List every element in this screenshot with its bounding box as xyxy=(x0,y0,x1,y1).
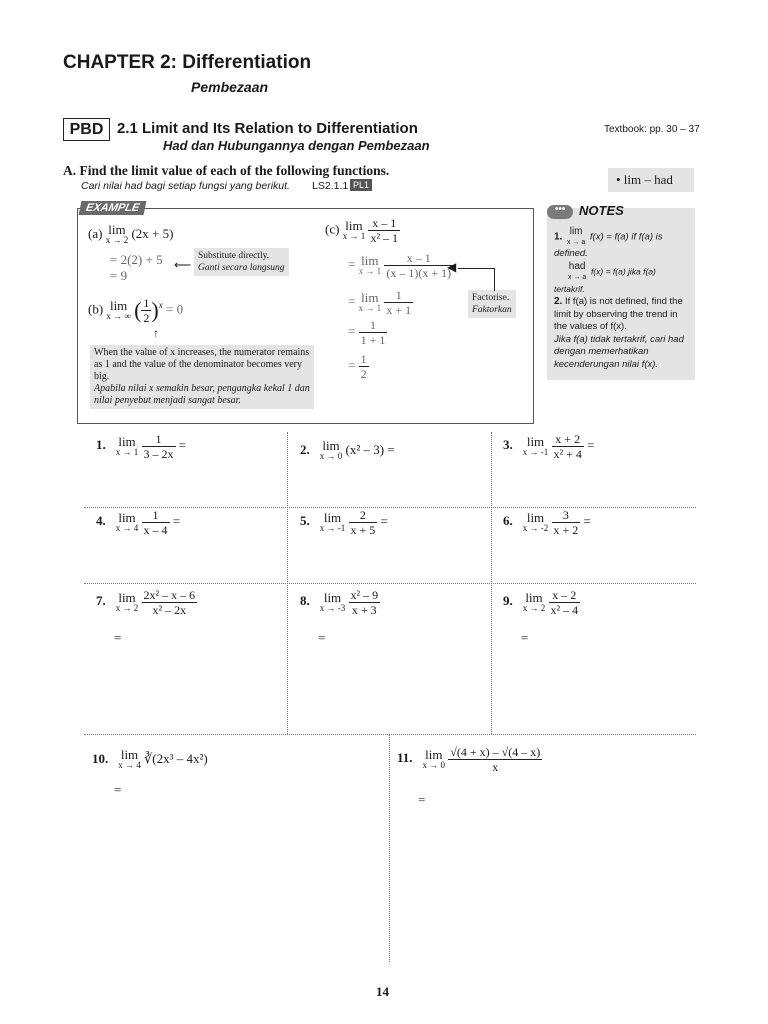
question-8-answer: = xyxy=(318,630,326,645)
note-1-had: had x → a xyxy=(568,260,587,281)
example-a-step1: = 2(2) + 5 xyxy=(110,252,163,267)
notes-badge-icon: ••• xyxy=(547,205,573,219)
example-b-note xyxy=(90,345,314,409)
note-2-text: If f(a) is not defined, find the limit by observing the trend in the values of f(x). xyxy=(554,296,683,332)
note-2-text-ms: Jika f(a) tidak tertakrif, cari had dengan memerhatikan kecenderungan nilai f(x). xyxy=(554,333,684,370)
grid-line xyxy=(84,734,696,735)
glossary-box: • lim – had xyxy=(608,168,694,192)
example-c-hint-en: Factorise. xyxy=(472,293,510,303)
question-7: 7. lim x → 2 $\frac{\text{2x² – x – 6}}{\text{x² – 2x}}$ xyxy=(96,588,196,617)
question-3: 3. lim x → -1 $\frac{x + 2}{\text{x² + 4}}$ = xyxy=(503,432,595,461)
question-10: 10. lim x → 4 ∛(2x³ – 4x²) xyxy=(92,747,208,770)
example-c-step4: = $\frac{1}{2}$ xyxy=(348,352,367,381)
example-a-hint-ms: Ganti secara langsung xyxy=(198,263,285,273)
grid-line xyxy=(287,432,288,734)
example-c-step3: = $\frac{1}{1 + 1}$ xyxy=(348,318,386,347)
example-c: (c) lim x → 1 $\frac{x - 1}{\text{x² – 1}}$ xyxy=(325,216,399,245)
example-c-step1: = lim x → 1 $\frac{x - 1}{(x - 1)(x + 1)}$ xyxy=(348,251,452,280)
grid-line xyxy=(84,583,696,584)
example-a-hint-en: Substitute directly. xyxy=(198,251,270,261)
textbook-reference: Textbook: pp. 30 – 37 xyxy=(604,124,700,135)
question-9: 9. lim x → 2 $\frac{x - 2}{\text{x² – 4}}$ xyxy=(503,588,579,617)
question-4: 4. lim x → 4 $\frac{1}{x - 4}$ = xyxy=(96,508,181,537)
note-1 xyxy=(554,226,688,296)
example-b-note-en: When the value of x increases, the numerator remains as 1 and the value of the denominator becomes very big. xyxy=(94,347,310,382)
notes-heading-text: NOTES xyxy=(579,203,624,218)
example-a-expr: (2x + 5) xyxy=(131,225,174,241)
notes-heading xyxy=(547,203,624,219)
example-b-label: (b) xyxy=(88,301,104,317)
learning-standard: LS2.1.1 xyxy=(312,180,349,192)
arrow-up-icon: ↑ xyxy=(153,326,159,340)
example-b: (b) lim x → ∞ ( $\frac{1}{2}$ )$^x$ = 0 xyxy=(88,296,184,325)
grid-line xyxy=(491,432,492,734)
pl-badge: PL1 xyxy=(350,179,372,191)
example-a-label: (a) xyxy=(88,225,103,241)
factorise-connector xyxy=(458,268,495,291)
question-9-answer: = xyxy=(521,630,529,645)
example-c-step2: = lim x → 1 $\frac{1}{x + 1}$ xyxy=(348,288,412,317)
note-2-number: 2. xyxy=(554,296,563,307)
question-6: 6. lim x → -2 $\frac{3}{x + 2}$ = xyxy=(503,508,591,537)
example-b-lim: lim x → ∞ xyxy=(106,297,131,321)
question-7-answer: = xyxy=(114,630,122,645)
arrow-left-icon: ⟵ xyxy=(174,258,192,272)
question-10-answer: = xyxy=(114,782,122,797)
task-title: A. Find the limit value of each of the following functions. xyxy=(63,163,390,178)
page-number: 14 xyxy=(376,984,389,999)
example-b-note-ms: Apabila nilai x semakin besar, pengangka kekal 1 dan nilai penyebut menjadi sangat besar. xyxy=(94,383,310,406)
section-title: 2.1 Limit and Its Relation to Differentiation xyxy=(117,120,418,137)
note-1-number: 1. xyxy=(554,231,563,243)
example-c-hint xyxy=(468,290,516,318)
example-a-lim: lim x → 2 xyxy=(105,222,129,245)
example-c-lim: lim x → 1 xyxy=(342,217,366,241)
note-2 xyxy=(554,296,688,371)
question-8: 8. lim x → -3 $\frac{\text{x² – 9}}{x + 3}$ xyxy=(300,588,379,617)
example-b-result: = 0 xyxy=(166,301,184,317)
arrow-left-icon-c: ◀ xyxy=(447,260,457,274)
question-1: 1. lim x → 1 $\frac{1}{3 - 2x}$ = xyxy=(96,432,187,461)
question-2: 2. lim x → 0 (x² – 3) = xyxy=(300,438,395,461)
example-c-hint-ms: Faktorkan xyxy=(472,305,512,315)
question-5: 5. lim x → -1 $\frac{2}{x + 5}$ = xyxy=(300,508,388,537)
question-11: 11. lim x → 0 $\frac{√(4 + x) - √(4 - x)}{x}$ xyxy=(397,745,541,774)
chapter-title: CHAPTER 2: Differentiation xyxy=(63,52,312,73)
note-1-text-ms: f(x) = f(a) jika f(a) tertakrif. xyxy=(554,266,656,294)
task-subtitle: Cari nilai had bagi setiap fungsi yang berikut. xyxy=(81,180,290,192)
note-1-lim: lim x → a xyxy=(566,226,586,246)
chapter-subtitle: Pembezaan xyxy=(191,79,269,95)
note-1-text: f(x) = f(a) if f(a) is defined. xyxy=(554,231,663,259)
example-a-hint xyxy=(194,248,289,276)
section-subtitle: Had dan Hubungannya dengan Pembezaan xyxy=(163,138,430,153)
example-a-step2: = 9 xyxy=(110,268,128,283)
grid-line xyxy=(389,734,390,962)
example-c-label: (c) xyxy=(325,221,340,237)
question-11-answer: = xyxy=(418,792,426,807)
pbd-badge: PBD xyxy=(63,118,110,141)
example-a xyxy=(88,224,173,246)
example-tag: EXAMPLE xyxy=(79,201,147,215)
